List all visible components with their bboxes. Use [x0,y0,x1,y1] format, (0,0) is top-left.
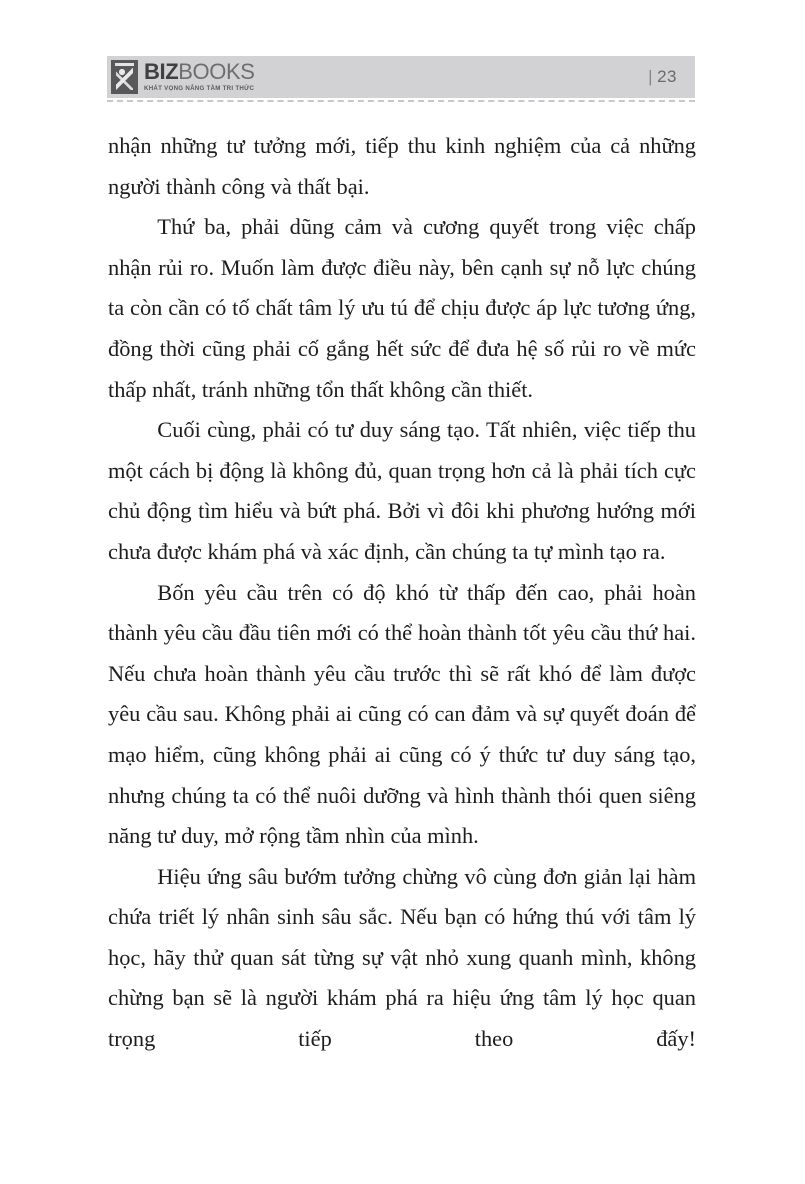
paragraph: nhận những tư tưởng mới, tiếp thu kinh nghiệm của cả những người thành công và thất bại. [108,133,696,199]
page-number-separator: | [648,67,654,86]
logo-text-block [144,61,255,92]
bizbooks-logo [107,56,255,98]
paragraph: Thứ ba, phải dũng cảm và cương quyết trong việc chấp nhận rủi ro. Muốn làm được điều này, bên cạnh sự nỗ lực chúng ta còn cần có tố chất tâm lý ưu tú để chịu được áp lực tương ứng, đồng thời cũng phải cố gắng hết sức để đưa hệ số rủi ro về mức thấp nhất, tránh những tổn thất không cần thiết. [108,214,696,402]
reader-figure-icon [116,68,133,90]
paragraph: Bốn yêu cầu trên có độ khó từ thấp đến cao, phải hoàn thành yêu cầu đầu tiên mới có thể hoàn thành tốt yêu cầu thứ hai. Nếu chưa hoàn thành yêu cầu trước thì sẽ rất khó để làm được yêu cầu sau. Không phải ai cũng có can đảm và sự quyết đoán để mạo hiểm, cũng không phải ai cũng có ý thức tư duy sáng tạo, nhưng chúng ta có thể nuôi dưỡng và hình thành thói quen siêng năng tư duy, mở rộng tầm nhìn của mình. [108,579,696,849]
logo-wordmark-books: BOOKS [178,59,255,85]
bizbooks-book-emblem-icon [111,60,138,94]
logo-wordmark-biz: BIZ [144,59,179,85]
logo-tagline: KHÁT VỌNG NÂNG TẦM TRI THỨC [144,85,255,93]
page-body [108,126,696,1100]
book-top-edge-icon [115,63,134,66]
page-header [107,56,695,98]
logo-wordmark [144,61,255,83]
paragraph: Hiệu ứng sâu bướm tưởng chừng vô cùng đơn giản lại hàm chứa triết lý nhân sinh sâu sắc. Nếu bạn có hứng thú với tâm lý học, hãy thử quan sát từng sự vật nhỏ xung quanh mình, không chừng bạn sẽ là người khám phá ra hiệu ứng tâm lý học quan trọng tiếp theo đấy! [108,863,696,1052]
page-number [648,67,695,87]
header-divider [107,98,695,102]
page-number-value: 23 [657,67,677,86]
paragraph: Cuối cùng, phải có tư duy sáng tạo. Tất nhiên, việc tiếp thu một cách bị động là không đủ, quan trọng hơn cả là phải tích cực chủ động tìm hiểu và bứt phá. Bởi vì đôi khi phương hướng mới chưa được khám phá và xác định, cần chúng ta tự mình tạo ra. [108,417,696,564]
